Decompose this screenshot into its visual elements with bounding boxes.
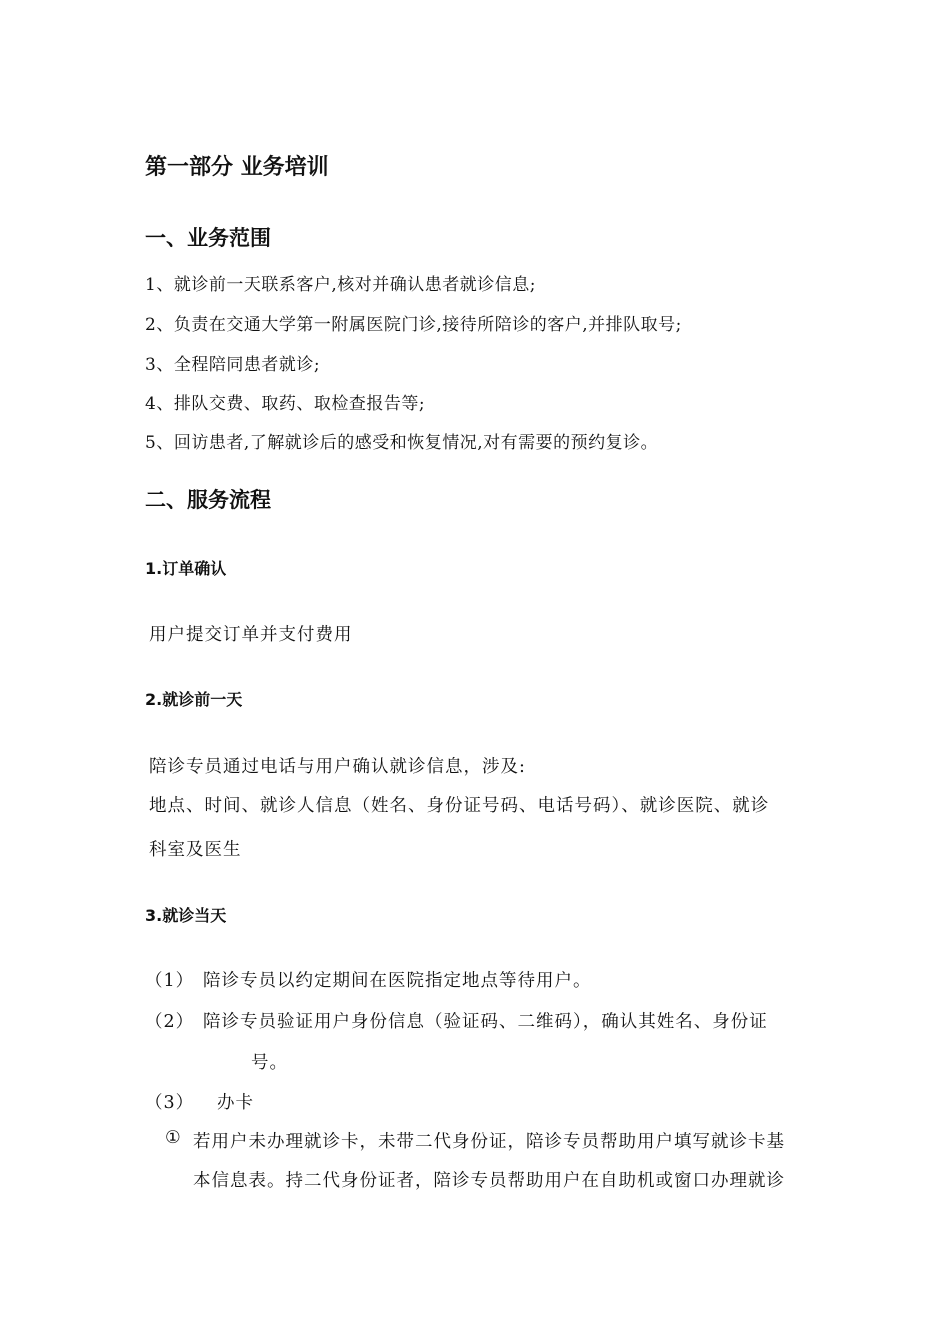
step2-line2: 地点、时间、就诊人信息（姓名、身份证号码、电话号码）、就诊医院、就诊 (149, 796, 770, 816)
scope-item-1: 1、就诊前一天联系客户,核对并确认患者就诊信息; (145, 275, 536, 295)
step3-sub1-line1: 若用户未办理就诊卡，未带二代身份证，陪诊专员帮助用户填写就诊卡基 (193, 1132, 785, 1152)
step3-sub1-line2: 本信息表。持二代身份证者，陪诊专员帮助用户在自助机或窗口办理就诊 (193, 1171, 785, 1191)
step3-item2-continuation: 号。 (251, 1053, 288, 1073)
scope-item-2: 2、负责在交通大学第一附属医院门诊,接待所陪诊的客户,并排队取号; (145, 315, 682, 335)
process-heading: 二、服务流程 (145, 488, 271, 512)
scope-item-4: 4、排队交费、取药、取检查报告等; (145, 394, 426, 414)
step3-item1-number: （1） (145, 971, 195, 991)
scope-item-5: 5、回访患者,了解就诊后的感受和恢复情况,对有需要的预约复诊。 (145, 433, 659, 453)
step1-text: 用户提交订单并支付费用 (149, 625, 353, 645)
scope-item-3: 3、全程陪同患者就诊; (145, 355, 321, 375)
scope-heading: 一、业务范围 (145, 226, 271, 250)
step3-sub1-number: ① (165, 1128, 182, 1148)
step1-title: 1.订单确认 (145, 559, 227, 578)
step3-title: 3.就诊当天 (145, 906, 227, 925)
step3-item3-text: 办卡 (217, 1093, 254, 1113)
step3-item1-text: 陪诊专员以约定期间在医院指定地点等待用户。 (203, 971, 592, 991)
step3-item2-number: （2） (145, 1012, 195, 1032)
step3-item3-number: （3） (145, 1093, 195, 1113)
step2-title: 2.就诊前一天 (145, 690, 243, 709)
part-title: 第一部分 业务培训 (145, 155, 329, 180)
step3-item2-text: 陪诊专员验证用户身份信息（验证码、二维码），确认其姓名、身份证 (203, 1012, 768, 1032)
step2-line3: 科室及医生 (149, 840, 242, 860)
step2-line1: 陪诊专员通过电话与用户确认就诊信息，涉及: (149, 757, 526, 777)
